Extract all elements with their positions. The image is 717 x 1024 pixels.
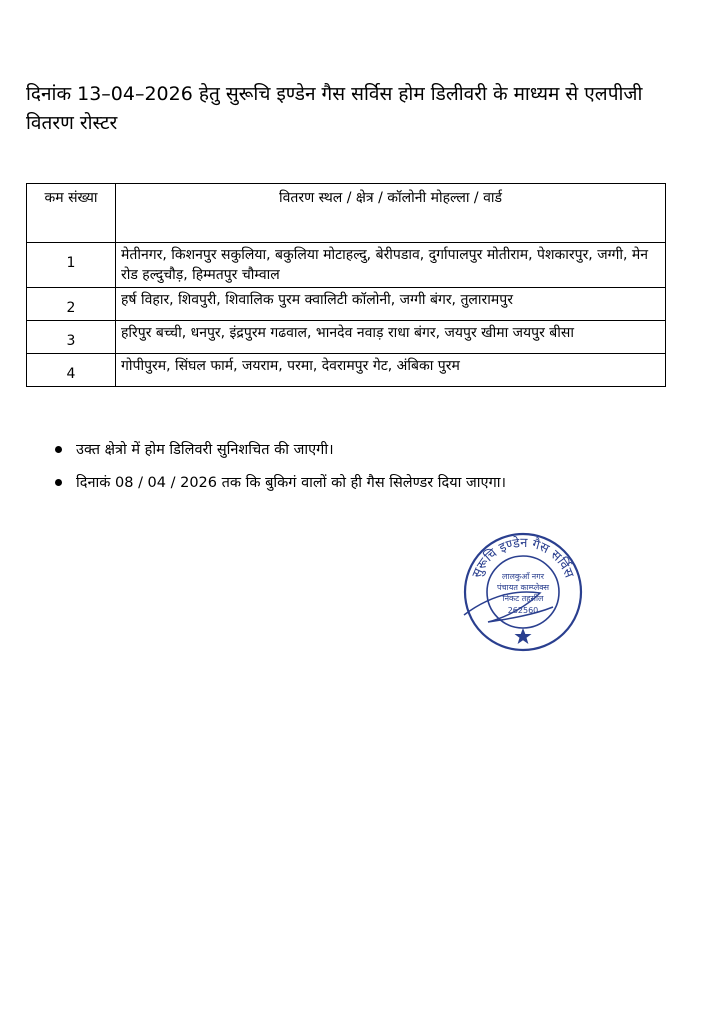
row-number: 2: [27, 288, 116, 321]
roster-table: [26, 183, 666, 387]
header-serial-number: कम संख्या: [27, 184, 116, 243]
table-row: [27, 354, 666, 387]
table-row: [27, 243, 666, 288]
stamp-inner-line1: लालकुआँ नगर: [502, 572, 544, 581]
row-number: 1: [27, 243, 116, 288]
table-row: [27, 321, 666, 354]
note-item: दिनाकं 08 / 04 / 2026 तक कि बुकिगं वालों को ही गैस सिलेण्डर दिया जाएगा।: [76, 473, 716, 493]
table-header-row: [27, 184, 666, 243]
stamp-star-icon: [515, 628, 532, 644]
row-number: 3: [27, 321, 116, 354]
header-distribution-area: वितरण स्थल / क्षेत्र / कॉलोनी मोहल्ला / वार्ड: [116, 184, 666, 243]
agency-stamp: [458, 527, 588, 657]
stamp-outer-text: सुरूचि इण्डेन गैस सर्विस: [469, 535, 577, 581]
row-areas: मेतीनगर, किशनपुर सकुलिया, बकुलिया मोटाहल्दु, बेरीपडाव, दुर्गापालपुर मोतीराम, पेशकारपुर, जग्गी, मेन रोड हल्दुचौड़, हिम्मतपुर चौम्वाल: [116, 243, 666, 288]
notes-list: [26, 440, 716, 506]
stamp-inner-line2: पंचायत काम्प्लेक्स: [497, 583, 549, 592]
row-areas: हरिपुर बच्ची, धनपुर, इंद्रपुरम गढवाल, भानदेव नवाड़ राधा बंगर, जयपुर खीमा जयपुर बीसा: [116, 321, 666, 354]
row-number: 4: [27, 354, 116, 387]
row-areas: गोपीपुरम, सिंघल फार्म, जयराम, परमा, देवरामपुर गेट, अंबिका पुरम: [116, 354, 666, 387]
table-row: [27, 288, 666, 321]
note-item: उक्त क्षेत्रो में होम डिलिवरी सुनिशचित की जाएगी।: [76, 440, 716, 460]
row-areas: हर्ष विहार, शिवपुरी, शिवालिक पुरम क्वालिटी कॉलोनी, जग्गी बंगर, तुलारामपुर: [116, 288, 666, 321]
page-title: दिनांक 13–04–2026 हेतु सुरूचि इण्डेन गैस सर्विस होम डिलीवरी के माध्यम से एलपीजी वितरण रोस्टर: [26, 83, 643, 134]
stamp-inner-line4: 262560: [507, 606, 539, 615]
stamp-inner-line3: निकट तहसील: [502, 594, 544, 603]
